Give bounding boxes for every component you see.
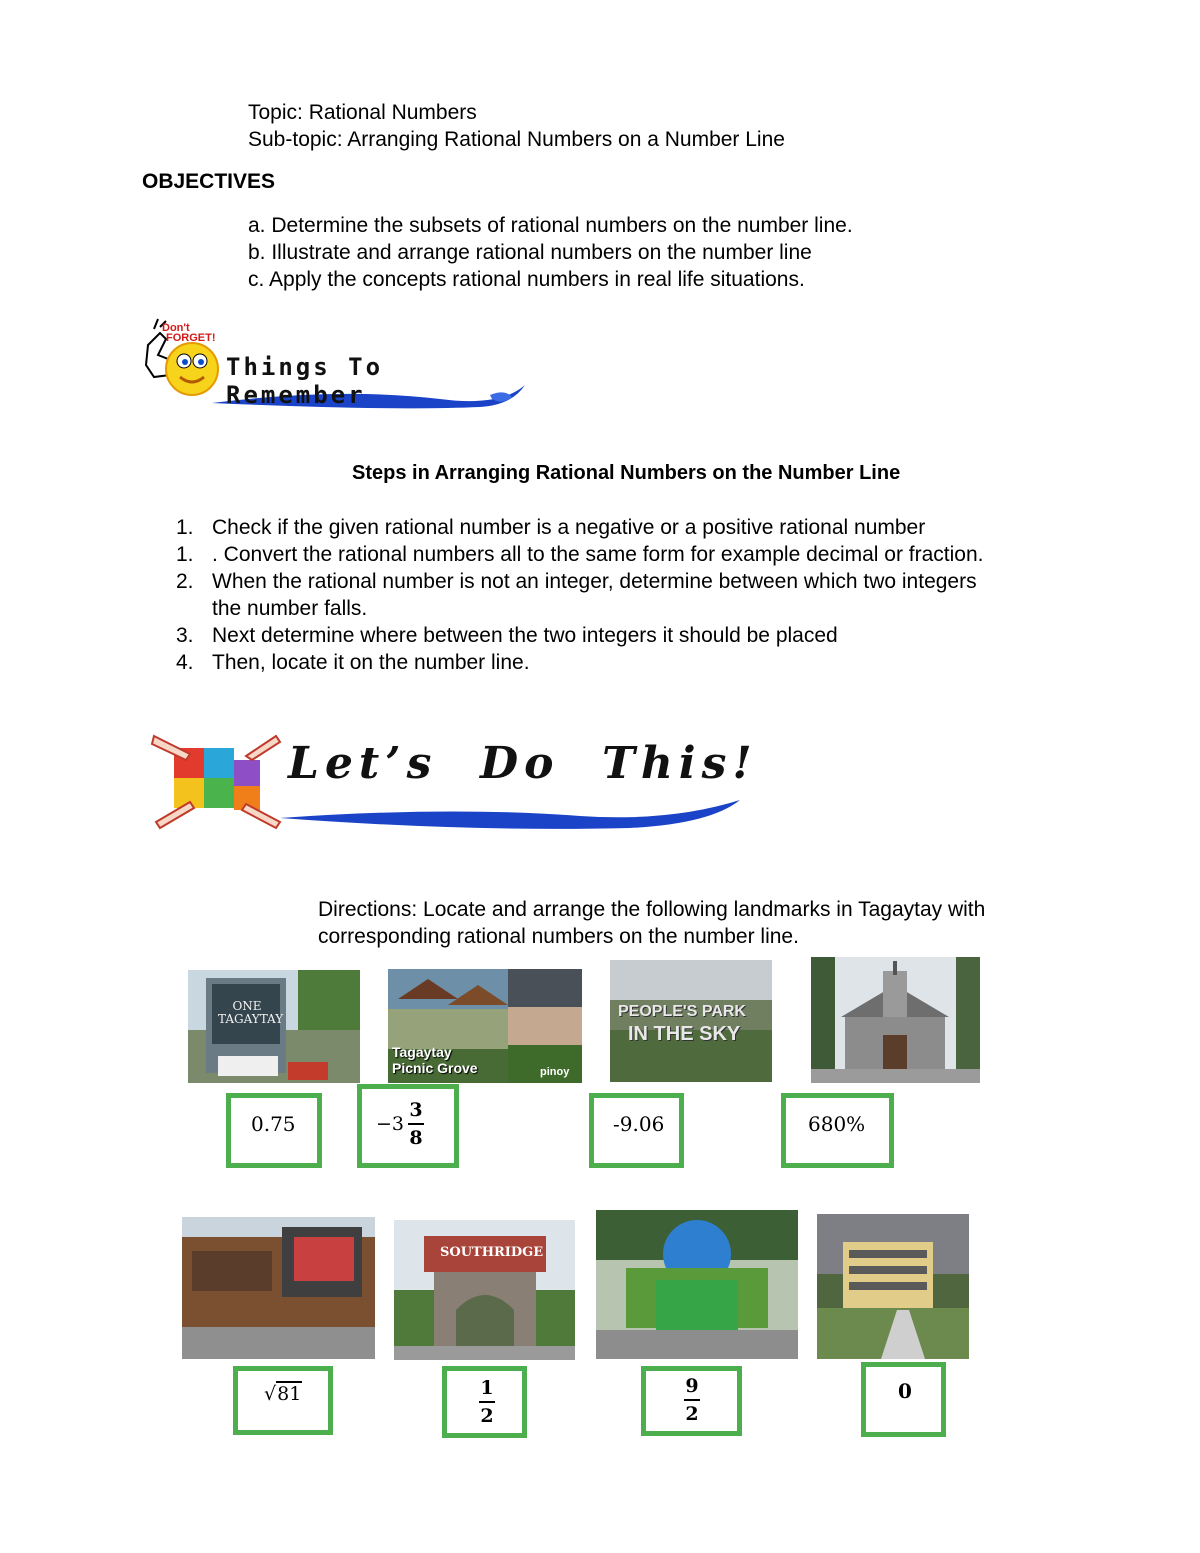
fraction-bar xyxy=(479,1401,495,1403)
answer-box-peoples-park[interactable] xyxy=(589,1093,684,1168)
lets-do-this-banner xyxy=(150,730,758,830)
fraction-denominator: 2 xyxy=(685,1403,699,1425)
answer-box-southridge[interactable] xyxy=(442,1366,527,1438)
step-number: 2. xyxy=(176,570,194,593)
topic-line: Topic: Rational Numbers xyxy=(248,101,477,124)
picnic-grove-photo xyxy=(388,969,582,1083)
answer-box-zoo-gate[interactable] xyxy=(641,1366,742,1436)
objective-a: a. Determine the subsets of rational numbers on the number line. xyxy=(248,214,853,237)
one-tagaytay-sign: ONE TAGAYTAY xyxy=(218,999,284,1026)
step-text: the number falls. xyxy=(212,597,368,620)
fraction-numerator: 3 xyxy=(409,1099,423,1121)
things-to-remember-banner xyxy=(140,315,535,415)
step-text: When the rational number is not an integer, determine between which two integers xyxy=(212,570,977,593)
value-0: 0 xyxy=(898,1379,912,1403)
church-photo xyxy=(811,957,980,1083)
school-building-photo xyxy=(817,1214,969,1359)
step-text: Next determine where between the two integers it should be placed xyxy=(212,624,838,647)
fraction-numerator: 1 xyxy=(480,1377,494,1399)
answer-box-picnic-grove[interactable] xyxy=(357,1084,459,1168)
step-number: 1. xyxy=(176,543,194,566)
objective-b: b. Illustrate and arrange rational numbers on the number line xyxy=(248,241,812,264)
step-text: . Convert the rational numbers all to the same form for example decimal or fraction. xyxy=(212,543,984,566)
fraction-bar xyxy=(408,1123,424,1125)
value-680-percent: 680% xyxy=(808,1112,866,1136)
value-1-2 xyxy=(479,1377,495,1427)
peoples-park-sign-1: PEOPLE'S PARK xyxy=(618,1003,746,1020)
value-9-2 xyxy=(684,1375,700,1425)
steps-heading: Steps in Arranging Rational Numbers on the Number Line xyxy=(352,462,901,484)
peoples-park-sign-2: IN THE SKY xyxy=(628,1023,741,1045)
mall-photo xyxy=(182,1217,375,1359)
mixed-whole: −3 xyxy=(376,1113,405,1135)
step-number: 1. xyxy=(176,516,194,539)
answer-box-one-tagaytay[interactable] xyxy=(226,1093,322,1168)
peoples-park-photo xyxy=(610,960,772,1082)
answer-box-church[interactable] xyxy=(781,1093,894,1168)
picnic-grove-tag: pinoy xyxy=(540,1066,570,1078)
radicand: 81 xyxy=(277,1383,302,1405)
fraction-bar xyxy=(684,1399,700,1401)
lets-do-this-title: Let’s Do This! xyxy=(288,738,758,789)
step-item xyxy=(176,541,984,568)
picnic-grove-caption-1: Tagaytay xyxy=(392,1044,452,1060)
objectives-heading: OBJECTIVES xyxy=(142,170,276,193)
fraction-denominator: 8 xyxy=(409,1127,423,1149)
answer-box-school[interactable] xyxy=(861,1362,946,1437)
step-item xyxy=(176,595,984,622)
fraction xyxy=(479,1377,495,1427)
fraction xyxy=(684,1375,700,1425)
value-neg-9-06: -9.06 xyxy=(613,1112,665,1136)
step-number: 4. xyxy=(176,651,194,674)
things-to-remember-title: Things To Remember xyxy=(226,353,384,409)
step-item xyxy=(176,568,984,595)
picnic-grove-caption-2: Picnic Grove xyxy=(392,1060,478,1076)
answer-box-mall[interactable] xyxy=(233,1366,333,1435)
steps-list xyxy=(176,514,984,676)
step-number: 3. xyxy=(176,624,194,647)
radical-sign: √ xyxy=(264,1383,277,1405)
zoo-gate-photo xyxy=(596,1210,798,1359)
value-neg-3-3-8 xyxy=(376,1099,424,1149)
step-item xyxy=(176,622,984,649)
value-0-75: 0.75 xyxy=(251,1112,296,1136)
one-tagaytay-photo xyxy=(188,970,360,1083)
step-item xyxy=(176,514,984,541)
southridge-sign: SOUTHRIDGE xyxy=(440,1245,544,1260)
value-sqrt-81 xyxy=(264,1383,302,1405)
directions-line-2: corresponding rational numbers on the number line. xyxy=(318,925,799,948)
dont-forget-sticker-top: Don't xyxy=(162,322,190,334)
southridge-photo xyxy=(394,1220,575,1360)
fraction-denominator: 2 xyxy=(480,1405,494,1427)
mixed-fraction xyxy=(408,1099,424,1149)
step-text: Then, locate it on the number line. xyxy=(212,651,530,674)
subtopic-line: Sub-topic: Arranging Rational Numbers on a Number Line xyxy=(248,128,785,151)
objective-c: c. Apply the concepts rational numbers in real life situations. xyxy=(248,268,805,291)
dont-forget-sticker-bottom: FORGET! xyxy=(166,332,216,344)
directions-line-1: Directions: Locate and arrange the following landmarks in Tagaytay with xyxy=(318,898,986,921)
step-item xyxy=(176,649,984,676)
step-text: Check if the given rational number is a negative or a positive rational number xyxy=(212,516,926,539)
fraction-numerator: 9 xyxy=(685,1375,699,1397)
